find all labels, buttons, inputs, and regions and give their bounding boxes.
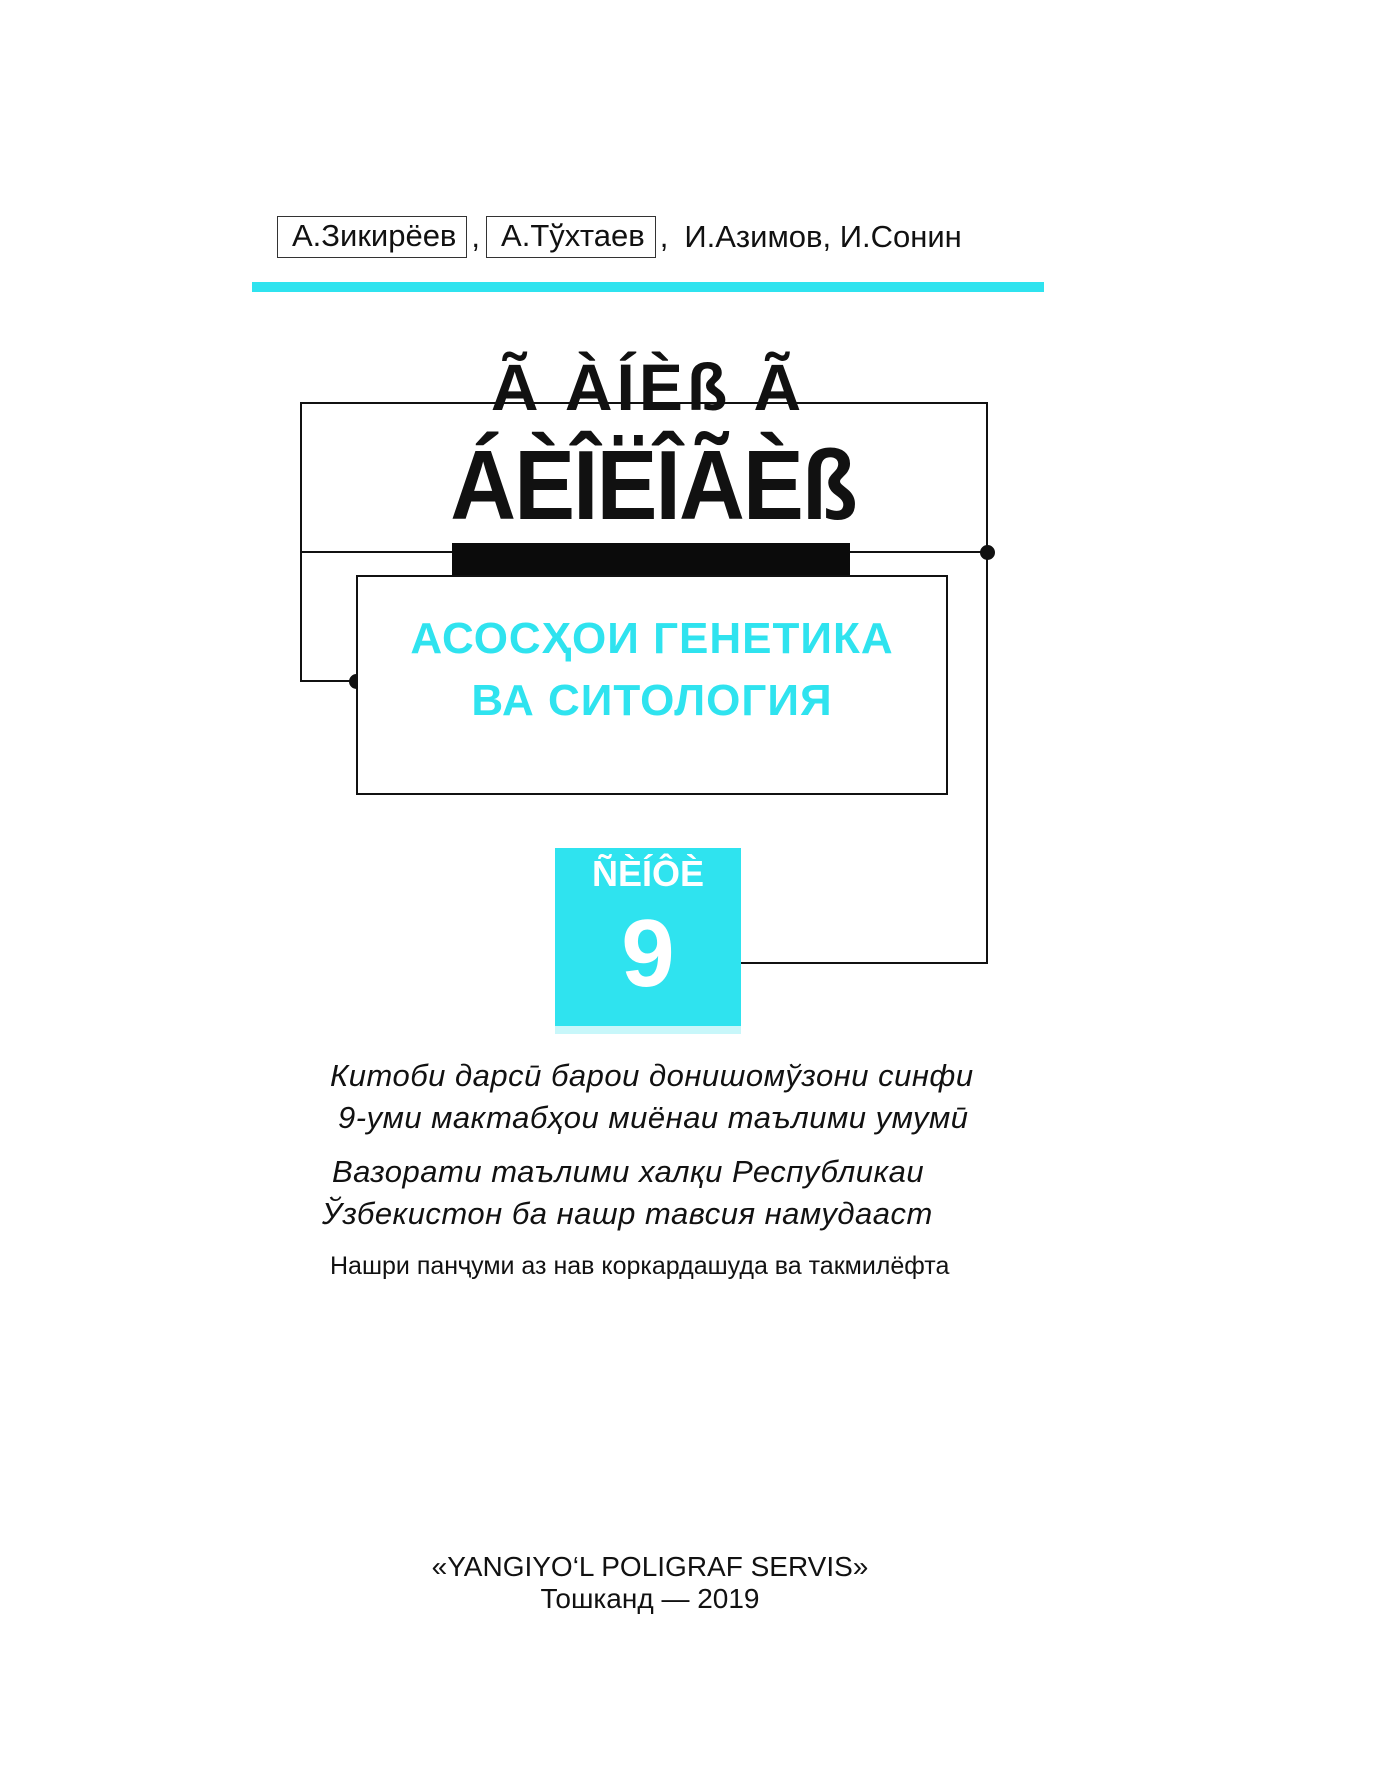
title-black-bar	[452, 543, 850, 577]
grade-number: 9	[621, 900, 675, 1007]
title-clipped-text: Ã ÀÍÈß Ã	[490, 350, 806, 424]
description-line-4: Ўзбекистон ба нашр тавсия намудааст	[322, 1196, 933, 1231]
frame-left-connector	[300, 680, 356, 682]
authors-rest: И.Азимов, И.Сонин	[684, 219, 962, 254]
frame-right-line	[986, 402, 988, 964]
subtitle	[356, 608, 948, 732]
grade-label: ÑÈÍÔÈ	[591, 853, 705, 894]
description-line-3: Вазорати таълими халқи Республикаи	[332, 1154, 925, 1189]
subtitle-line-1: АСОСҲОИ ГЕНЕТИКА	[410, 614, 894, 663]
frame-bottom-connector	[741, 962, 988, 964]
grade-box-shadow	[555, 1026, 741, 1034]
publisher-city-year: Тошканд — 2019	[540, 1583, 760, 1614]
author-separator-2: ,	[659, 219, 669, 254]
description-line-1: Китоби дарсӣ барои донишомўзони синфи	[330, 1058, 974, 1093]
subtitle-line-2: ВА СИТОЛОГИЯ	[471, 676, 833, 725]
main-title: ÁÈÎËÎÃÈß	[450, 430, 856, 540]
author-2: А.Тўхтаев	[486, 216, 656, 258]
publisher-name: «YANGIYO‘L POLIGRAF SERVIS»	[431, 1551, 869, 1582]
author-separator-1: ,	[471, 219, 481, 254]
connector-dot-right	[980, 545, 995, 560]
description-line-2: 9-уми мактабҳои миёнаи таълими умумӣ	[338, 1100, 969, 1135]
edition-note: Нашри панҷуми аз нав коркардашуда ва такмилёфта	[330, 1252, 950, 1280]
author-1: А.Зикирёев	[277, 216, 467, 258]
frame-left-line	[300, 402, 302, 682]
authors-line	[277, 214, 962, 260]
cyan-divider	[252, 282, 1044, 292]
